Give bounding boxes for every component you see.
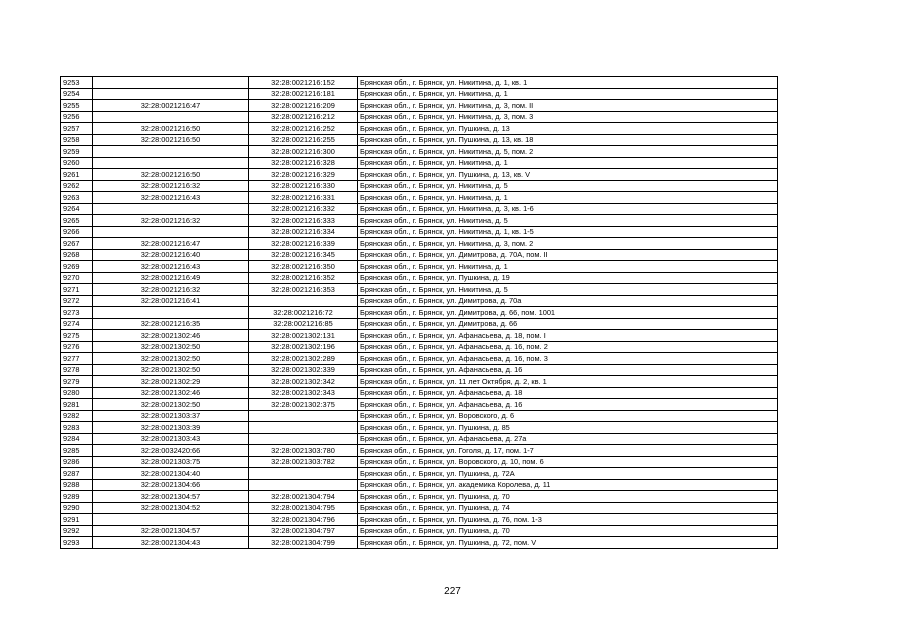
registry-table-body	[61, 77, 778, 549]
row-number-cell: 9280	[61, 387, 93, 399]
parent-cadastral-cell: 32:28:0032420:66	[93, 445, 249, 457]
parent-cadastral-cell: 32:28:0021216:35	[93, 318, 249, 330]
address-cell: Брянская обл., г. Брянск, ул. Пушкина, д. 70	[358, 491, 778, 503]
cadastral-number-cell: 32:28:0021302:196	[249, 341, 358, 353]
address-cell: Брянская обл., г. Брянск, ул. Никитина, д. 3, кв. 1-6	[358, 203, 778, 215]
parent-cadastral-cell: 32:28:0021216:47	[93, 100, 249, 112]
table-row	[61, 203, 778, 215]
row-number-cell: 9292	[61, 525, 93, 537]
row-number-cell: 9285	[61, 445, 93, 457]
parent-cadastral-cell	[93, 146, 249, 158]
cadastral-number-cell: 32:28:0021304:794	[249, 491, 358, 503]
parent-cadastral-cell: 32:28:0021216:50	[93, 169, 249, 181]
row-number-cell: 9271	[61, 284, 93, 296]
cadastral-number-cell: 32:28:0021302:131	[249, 330, 358, 342]
table-row	[61, 468, 778, 480]
parent-cadastral-cell	[93, 88, 249, 100]
table-row	[61, 238, 778, 250]
parent-cadastral-cell: 32:28:0021303:75	[93, 456, 249, 468]
table-row	[61, 146, 778, 158]
row-number-cell: 9278	[61, 364, 93, 376]
parent-cadastral-cell: 32:28:0021302:50	[93, 364, 249, 376]
cadastral-number-cell: 32:28:0021304:795	[249, 502, 358, 514]
cadastral-number-cell	[249, 295, 358, 307]
parent-cadastral-cell: 32:28:0021304:52	[93, 502, 249, 514]
row-number-cell: 9288	[61, 479, 93, 491]
address-cell: Брянская обл., г. Брянск, ул. Никитина, д. 1	[358, 88, 778, 100]
address-cell: Брянская обл., г. Брянск, ул. Пушкина, д. 19	[358, 272, 778, 284]
row-number-cell: 9268	[61, 249, 93, 261]
address-cell: Брянская обл., г. Брянск, ул. Никитина, д. 3, пом. 3	[358, 111, 778, 123]
row-number-cell: 9266	[61, 226, 93, 238]
cadastral-number-cell: 32:28:0021216:353	[249, 284, 358, 296]
parent-cadastral-cell: 32:28:0021304:57	[93, 491, 249, 503]
address-cell: Брянская обл., г. Брянск, ул. Пушкина, д. 76, пом. 1-3	[358, 514, 778, 526]
cadastral-number-cell	[249, 410, 358, 422]
parent-cadastral-cell: 32:28:0021216:40	[93, 249, 249, 261]
row-number-cell: 9254	[61, 88, 93, 100]
table-row	[61, 514, 778, 526]
cadastral-number-cell	[249, 468, 358, 480]
row-number-cell: 9283	[61, 422, 93, 434]
parent-cadastral-cell: 32:28:0021303:39	[93, 422, 249, 434]
parent-cadastral-cell	[93, 226, 249, 238]
parent-cadastral-cell	[93, 77, 249, 89]
parent-cadastral-cell: 32:28:0021302:50	[93, 353, 249, 365]
table-row	[61, 215, 778, 227]
row-number-cell: 9269	[61, 261, 93, 273]
row-number-cell: 9263	[61, 192, 93, 204]
parent-cadastral-cell	[93, 157, 249, 169]
address-cell: Брянская обл., г. Брянск, ул. Никитина, д. 1	[358, 157, 778, 169]
parent-cadastral-cell: 32:28:0021302:29	[93, 376, 249, 388]
cadastral-number-cell	[249, 479, 358, 491]
address-cell: Брянская обл., г. Брянск, ул. Пушкина, д. 13, кв. V	[358, 169, 778, 181]
cadastral-number-cell: 32:28:0021302:289	[249, 353, 358, 365]
table-row	[61, 180, 778, 192]
row-number-cell: 9259	[61, 146, 93, 158]
table-row	[61, 169, 778, 181]
table-row	[61, 111, 778, 123]
parent-cadastral-cell: 32:28:0021216:41	[93, 295, 249, 307]
table-row	[61, 422, 778, 434]
cadastral-number-cell: 32:28:0021216:252	[249, 123, 358, 135]
table-row	[61, 272, 778, 284]
cadastral-number-cell	[249, 433, 358, 445]
address-cell: Брянская обл., г. Брянск, ул. Никитина, д. 5	[358, 215, 778, 227]
table-row	[61, 249, 778, 261]
row-number-cell: 9289	[61, 491, 93, 503]
parent-cadastral-cell: 32:28:0021302:50	[93, 399, 249, 411]
row-number-cell: 9286	[61, 456, 93, 468]
row-number-cell: 9291	[61, 514, 93, 526]
table-row	[61, 307, 778, 319]
table-row	[61, 410, 778, 422]
parent-cadastral-cell: 32:28:0021216:43	[93, 261, 249, 273]
row-number-cell: 9255	[61, 100, 93, 112]
cadastral-number-cell: 32:28:0021216:333	[249, 215, 358, 227]
address-cell: Брянская обл., г. Брянск, ул. 11 лет Октября, д. 2, кв. 1	[358, 376, 778, 388]
cadastral-number-cell: 32:28:0021216:181	[249, 88, 358, 100]
cadastral-number-cell: 32:28:0021216:328	[249, 157, 358, 169]
parent-cadastral-cell: 32:28:0021216:43	[93, 192, 249, 204]
table-row	[61, 364, 778, 376]
cadastral-number-cell: 32:28:0021304:797	[249, 525, 358, 537]
row-number-cell: 9274	[61, 318, 93, 330]
cadastral-number-cell: 32:28:0021216:350	[249, 261, 358, 273]
row-number-cell: 9276	[61, 341, 93, 353]
row-number-cell: 9265	[61, 215, 93, 227]
table-row	[61, 88, 778, 100]
row-number-cell: 9257	[61, 123, 93, 135]
table-row	[61, 456, 778, 468]
parent-cadastral-cell	[93, 203, 249, 215]
table-row	[61, 295, 778, 307]
parent-cadastral-cell: 32:28:0021304:40	[93, 468, 249, 480]
parent-cadastral-cell: 32:28:0021216:49	[93, 272, 249, 284]
cadastral-number-cell: 32:28:0021216:345	[249, 249, 358, 261]
parent-cadastral-cell	[93, 111, 249, 123]
address-cell: Брянская обл., г. Брянск, ул. Афанасьева, д. 18	[358, 387, 778, 399]
table-row	[61, 387, 778, 399]
parent-cadastral-cell: 32:28:0021216:50	[93, 123, 249, 135]
parent-cadastral-cell: 32:28:0021304:57	[93, 525, 249, 537]
row-number-cell: 9264	[61, 203, 93, 215]
cadastral-number-cell: 32:28:0021302:339	[249, 364, 358, 376]
registry-table	[60, 76, 778, 549]
table-row	[61, 341, 778, 353]
cadastral-number-cell: 32:28:0021216:255	[249, 134, 358, 146]
table-row	[61, 77, 778, 89]
cadastral-number-cell: 32:28:0021302:343	[249, 387, 358, 399]
address-cell: Брянская обл., г. Брянск, ул. Димитрова, д. 66	[358, 318, 778, 330]
cadastral-number-cell: 32:28:0021216:152	[249, 77, 358, 89]
row-number-cell: 9275	[61, 330, 93, 342]
cadastral-number-cell	[249, 422, 358, 434]
parent-cadastral-cell: 32:28:0021303:37	[93, 410, 249, 422]
table-row	[61, 491, 778, 503]
address-cell: Брянская обл., г. Брянск, ул. Афанасьева, д. 27а	[358, 433, 778, 445]
address-cell: Брянская обл., г. Брянск, ул. Воровского, д. 6	[358, 410, 778, 422]
row-number-cell: 9279	[61, 376, 93, 388]
address-cell: Брянская обл., г. Брянск, ул. Димитрова, д. 70а	[358, 295, 778, 307]
row-number-cell: 9282	[61, 410, 93, 422]
address-cell: Брянская обл., г. Брянск, ул. Гоголя, д. 17, пом. 1-7	[358, 445, 778, 457]
row-number-cell: 9253	[61, 77, 93, 89]
cadastral-number-cell: 32:28:0021216:330	[249, 180, 358, 192]
cadastral-number-cell: 32:28:0021216:339	[249, 238, 358, 250]
address-cell: Брянская обл., г. Брянск, ул. Димитрова, д. 70А, пом. II	[358, 249, 778, 261]
address-cell: Брянская обл., г. Брянск, ул. Афанасьева, д. 16, пом. 3	[358, 353, 778, 365]
cadastral-number-cell: 32:28:0021216:85	[249, 318, 358, 330]
parent-cadastral-cell	[93, 307, 249, 319]
address-cell: Брянская обл., г. Брянск, ул. Никитина, д. 1, кв. 1-5	[358, 226, 778, 238]
address-cell: Брянская обл., г. Брянск, ул. Никитина, д. 1	[358, 192, 778, 204]
parent-cadastral-cell: 32:28:0021216:32	[93, 284, 249, 296]
row-number-cell: 9284	[61, 433, 93, 445]
address-cell: Брянская обл., г. Брянск, ул. Никитина, д. 5	[358, 284, 778, 296]
address-cell: Брянская обл., г. Брянск, ул. Афанасьева, д. 16, пом. 2	[358, 341, 778, 353]
table-row	[61, 318, 778, 330]
address-cell: Брянская обл., г. Брянск, ул. Пушкина, д. 13	[358, 123, 778, 135]
row-number-cell: 9272	[61, 295, 93, 307]
table-row	[61, 479, 778, 491]
table-row	[61, 261, 778, 273]
row-number-cell: 9281	[61, 399, 93, 411]
cadastral-number-cell: 32:28:0021302:375	[249, 399, 358, 411]
table-row	[61, 537, 778, 549]
cadastral-number-cell: 32:28:0021216:72	[249, 307, 358, 319]
cadastral-number-cell: 32:28:0021304:796	[249, 514, 358, 526]
address-cell: Брянская обл., г. Брянск, ул. Никитина, д. 3, пом. 2	[358, 238, 778, 250]
address-cell: Брянская обл., г. Брянск, ул. академика Королева, д. 11	[358, 479, 778, 491]
address-cell: Брянская обл., г. Брянск, ул. Никитина, д. 5	[358, 180, 778, 192]
table-row	[61, 100, 778, 112]
row-number-cell: 9277	[61, 353, 93, 365]
table-row	[61, 284, 778, 296]
table-row	[61, 134, 778, 146]
row-number-cell: 9287	[61, 468, 93, 480]
row-number-cell: 9267	[61, 238, 93, 250]
table-row	[61, 157, 778, 169]
row-number-cell: 9273	[61, 307, 93, 319]
cadastral-number-cell: 32:28:0021302:342	[249, 376, 358, 388]
address-cell: Брянская обл., г. Брянск, ул. Афанасьева, д. 16	[358, 364, 778, 376]
address-cell: Брянская обл., г. Брянск, ул. Афанасьева, д. 16	[358, 399, 778, 411]
address-cell: Брянская обл., г. Брянск, ул. Никитина, д. 1	[358, 261, 778, 273]
address-cell: Брянская обл., г. Брянск, ул. Пушкина, д. 74	[358, 502, 778, 514]
table-row	[61, 376, 778, 388]
table-row	[61, 433, 778, 445]
page-number: 227	[444, 586, 461, 597]
address-cell: Брянская обл., г. Брянск, ул. Никитина, д. 1, кв. 1	[358, 77, 778, 89]
address-cell: Брянская обл., г. Брянск, ул. Никитина, д. 3, пом. II	[358, 100, 778, 112]
row-number-cell: 9270	[61, 272, 93, 284]
parent-cadastral-cell: 32:28:0021303:43	[93, 433, 249, 445]
cadastral-number-cell: 32:28:0021216:300	[249, 146, 358, 158]
cadastral-number-cell: 32:28:0021216:212	[249, 111, 358, 123]
parent-cadastral-cell: 32:28:0021304:66	[93, 479, 249, 491]
parent-cadastral-cell: 32:28:0021302:46	[93, 387, 249, 399]
address-cell: Брянская обл., г. Брянск, ул. Афанасьева, д. 18, пом. I	[358, 330, 778, 342]
address-cell: Брянская обл., г. Брянск, ул. Пушкина, д. 85	[358, 422, 778, 434]
parent-cadastral-cell	[93, 514, 249, 526]
cadastral-number-cell: 32:28:0021216:352	[249, 272, 358, 284]
table-row	[61, 525, 778, 537]
address-cell: Брянская обл., г. Брянск, ул. Никитина, д. 5, пом. 2	[358, 146, 778, 158]
address-cell: Брянская обл., г. Брянск, ул. Пушкина, д. 72А	[358, 468, 778, 480]
parent-cadastral-cell: 32:28:0021302:50	[93, 341, 249, 353]
cadastral-number-cell: 32:28:0021216:329	[249, 169, 358, 181]
address-cell: Брянская обл., г. Брянск, ул. Пушкина, д. 72, пом. V	[358, 537, 778, 549]
cadastral-number-cell: 32:28:0021216:331	[249, 192, 358, 204]
cadastral-number-cell: 32:28:0021216:209	[249, 100, 358, 112]
row-number-cell: 9261	[61, 169, 93, 181]
parent-cadastral-cell: 32:28:0021302:46	[93, 330, 249, 342]
table-row	[61, 330, 778, 342]
table-row	[61, 445, 778, 457]
parent-cadastral-cell: 32:28:0021216:47	[93, 238, 249, 250]
row-number-cell: 9262	[61, 180, 93, 192]
address-cell: Брянская обл., г. Брянск, ул. Димитрова, д. 66, пом. 1001	[358, 307, 778, 319]
cadastral-number-cell: 32:28:0021303:780	[249, 445, 358, 457]
address-cell: Брянская обл., г. Брянск, ул. Пушкина, д. 13, кв. 18	[358, 134, 778, 146]
parent-cadastral-cell: 32:28:0021216:32	[93, 180, 249, 192]
cadastral-number-cell: 32:28:0021216:332	[249, 203, 358, 215]
address-cell: Брянская обл., г. Брянск, ул. Воровского, д. 10, пом. 6	[358, 456, 778, 468]
table-row	[61, 226, 778, 238]
row-number-cell: 9290	[61, 502, 93, 514]
table-row	[61, 192, 778, 204]
table-row	[61, 353, 778, 365]
table-row	[61, 123, 778, 135]
row-number-cell: 9258	[61, 134, 93, 146]
row-number-cell: 9256	[61, 111, 93, 123]
parent-cadastral-cell: 32:28:0021216:32	[93, 215, 249, 227]
parent-cadastral-cell: 32:28:0021216:50	[93, 134, 249, 146]
table-row	[61, 502, 778, 514]
cadastral-number-cell: 32:28:0021303:782	[249, 456, 358, 468]
cadastral-number-cell: 32:28:0021216:334	[249, 226, 358, 238]
parent-cadastral-cell: 32:28:0021304:43	[93, 537, 249, 549]
table-row	[61, 399, 778, 411]
address-cell: Брянская обл., г. Брянск, ул. Пушкина, д. 70	[358, 525, 778, 537]
row-number-cell: 9293	[61, 537, 93, 549]
row-number-cell: 9260	[61, 157, 93, 169]
cadastral-number-cell: 32:28:0021304:799	[249, 537, 358, 549]
